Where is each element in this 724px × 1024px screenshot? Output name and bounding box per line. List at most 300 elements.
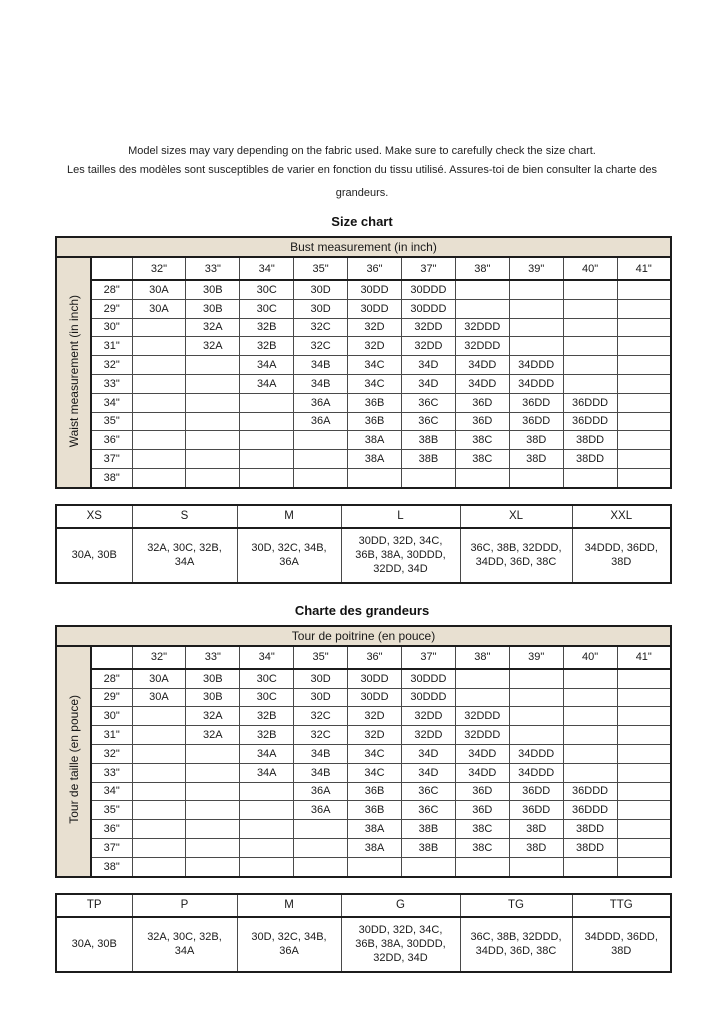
bra-size-cell [186,468,240,487]
bra-size-cell [186,393,240,412]
bra-size-cell: 32DD [401,707,455,726]
bra-size-cell [509,707,563,726]
bra-size-cell: 34A [240,763,294,782]
bra-size-cell: 34B [294,356,348,375]
column-header: 36" [348,257,402,280]
bra-size-cell: 30D [294,280,348,299]
measurement-row [56,744,671,763]
bra-size-cell: 32B [240,726,294,745]
bra-size-cell: 36DDD [563,782,617,801]
bra-size-cell: 38DD [563,450,617,469]
row-label: 31" [91,337,132,356]
bra-size-cell: 38C [455,838,509,857]
bra-size-cell [617,337,671,356]
bra-size-cell: 34DD [455,763,509,782]
measurement-row [56,688,671,707]
bra-size-cell: 36DDD [563,412,617,431]
bra-size-cell [401,468,455,487]
bra-size-cell [132,431,186,450]
column-header: 41" [617,646,671,669]
bra-size-cell [455,468,509,487]
bra-size-cell: 30C [240,688,294,707]
bra-size-cell [617,763,671,782]
column-header-row [56,257,671,280]
bra-size-cell [186,744,240,763]
bra-size-cell [240,393,294,412]
row-label: 30" [91,318,132,337]
bra-size-cell [186,782,240,801]
bra-size-cell: 34A [240,356,294,375]
column-header: 40" [563,257,617,280]
bra-size-cell [240,820,294,839]
bra-size-cell: 34C [348,763,402,782]
waist-measurement-label-cell-fr [56,646,91,877]
row-label: 29" [91,299,132,318]
bra-size-cell [617,744,671,763]
bra-size-cell [186,431,240,450]
bra-size-cell [240,468,294,487]
bra-size-cell: 38A [348,450,402,469]
bra-size-cell: 36D [455,801,509,820]
size-values-cell: 30D, 32C, 34B, 36A [237,528,341,583]
bra-size-cell: 38DD [563,820,617,839]
bra-size-cell [132,412,186,431]
bra-size-cell: 34DDD [509,763,563,782]
bra-size-cell: 36DD [509,801,563,820]
column-header: 34" [240,257,294,280]
bra-size-cell [509,280,563,299]
bra-size-cell [132,820,186,839]
size-values-row [56,917,671,972]
bust-header-row [56,237,671,257]
column-header: 34" [240,646,294,669]
column-header: 41" [617,257,671,280]
intro-text-en: Model sizes may vary depending on the fabric used. Make sure to carefully check the size chart. [128,145,596,157]
intro-text-fr: Les tailles des modèles sont susceptibles de varier en fonction du tissu utilisé. Assures-toi de bien consulter la charte des grandeurs. [66,164,658,199]
bra-size-cell [617,356,671,375]
bra-size-cell: 30A [132,669,186,688]
bra-size-cell: 30DDD [401,669,455,688]
bra-size-cell [563,726,617,745]
bra-size-cell: 30A [132,688,186,707]
row-label: 36" [91,820,132,839]
size-column-header: G [341,894,460,917]
size-column-header: XL [460,505,572,528]
bra-size-cell: 32C [294,707,348,726]
bra-size-cell [563,337,617,356]
row-label: 29" [91,688,132,707]
bra-size-cell [132,763,186,782]
bra-size-cell: 30D [294,688,348,707]
bra-size-cell: 38B [401,450,455,469]
bra-size-cell [509,318,563,337]
bra-size-cell: 34DD [455,374,509,393]
bra-size-cell: 38A [348,838,402,857]
size-values-cell: 36C, 38B, 32DDD, 34DD, 36D, 38C [460,528,572,583]
bra-size-cell [617,820,671,839]
measurement-row [56,299,671,318]
bra-size-cell [563,857,617,876]
bra-size-cell [186,801,240,820]
bra-size-cell [132,468,186,487]
bra-size-cell [186,450,240,469]
bra-size-cell: 32D [348,726,402,745]
bra-size-cell: 30DDD [401,688,455,707]
column-header: 37" [401,257,455,280]
bra-size-cell: 36A [294,393,348,412]
bra-size-cell: 34DDD [509,356,563,375]
bra-size-cell [617,299,671,318]
row-label: 35" [91,801,132,820]
bra-size-cell: 32A [186,726,240,745]
column-header: 33" [186,646,240,669]
bra-size-cell [132,374,186,393]
bra-size-cell [186,838,240,857]
bra-size-cell: 34DD [455,356,509,375]
bra-size-cell [617,669,671,688]
bra-size-cell [617,782,671,801]
row-label: 31" [91,726,132,745]
bra-size-cell [509,299,563,318]
bra-size-cell: 38A [348,431,402,450]
bust-measurement-header-fr: Tour de poitrine (en pouce) [56,626,671,646]
size-column-header: P [132,894,237,917]
bra-size-cell [240,857,294,876]
measurement-row [56,669,671,688]
size-column-header: S [132,505,237,528]
bra-size-cell: 30B [186,299,240,318]
bra-size-cell: 38C [455,450,509,469]
bust-header-row [56,626,671,646]
bra-size-cell: 30DD [348,688,402,707]
waist-measurement-label-fr: Tour de taille (en pouce) [66,695,81,825]
bra-size-cell [563,744,617,763]
bra-size-cell: 32C [294,318,348,337]
measurement-row [56,318,671,337]
bra-size-cell: 32DDD [455,707,509,726]
bra-size-cell: 36B [348,801,402,820]
bra-size-cell [617,450,671,469]
bra-size-cell: 30DD [348,299,402,318]
size-column-header: XXL [572,505,671,528]
bra-size-cell [563,280,617,299]
measurement-row [56,838,671,857]
measurement-row [56,337,671,356]
bra-size-cell: 30D [294,299,348,318]
bra-size-cell [617,431,671,450]
bra-size-cell: 34DDD [509,744,563,763]
column-header-row [56,646,671,669]
bra-size-cell: 32A [186,707,240,726]
waist-measurement-label-cell [56,257,91,488]
column-header: 38" [455,257,509,280]
bra-size-cell: 30C [240,299,294,318]
bra-size-cell [617,688,671,707]
bra-size-cell: 32DDD [455,318,509,337]
bra-size-cell [132,782,186,801]
bra-size-cell [186,412,240,431]
bra-size-cell: 34D [401,374,455,393]
bra-size-cell: 36A [294,782,348,801]
column-header: 39" [509,646,563,669]
bra-size-cell: 32A [186,318,240,337]
bra-size-cell [186,356,240,375]
bra-size-cell [617,838,671,857]
bra-size-cell [294,431,348,450]
bra-size-cell [563,299,617,318]
bra-size-cell: 36B [348,393,402,412]
bra-size-cell [563,468,617,487]
row-label: 28" [91,280,132,299]
bra-size-cell [509,857,563,876]
bra-size-cell: 38DD [563,838,617,857]
bra-size-cell: 32A [186,337,240,356]
column-header: 40" [563,646,617,669]
bra-size-cell [132,726,186,745]
bra-size-cell: 30D [294,669,348,688]
bra-size-cell: 30A [132,299,186,318]
bra-size-cell: 30B [186,280,240,299]
measurement-table-fr [55,625,672,878]
row-label: 35" [91,412,132,431]
bra-size-cell [563,374,617,393]
bra-size-cell: 38DD [563,431,617,450]
bra-size-cell: 32B [240,337,294,356]
bra-size-cell [455,299,509,318]
bra-size-cell [132,744,186,763]
measurement-row [56,726,671,745]
size-values-cell: 32A, 30C, 32B, 34A [132,917,237,972]
size-values-cell: 30D, 32C, 34B, 36A [237,917,341,972]
bra-size-cell: 32DD [401,726,455,745]
measurement-row [56,374,671,393]
bra-size-cell [455,669,509,688]
bra-size-cell [132,801,186,820]
size-values-cell: 30DD, 32D, 34C, 36B, 38A, 30DDD, 32DD, 34D [341,528,460,583]
row-label: 38" [91,468,132,487]
size-column-header: TG [460,894,572,917]
bra-size-cell: 38D [509,820,563,839]
bra-size-cell: 36DDD [563,801,617,820]
size-values-cell: 36C, 38B, 32DDD, 34DD, 36D, 38C [460,917,572,972]
bra-size-cell: 30B [186,688,240,707]
bra-size-cell [294,857,348,876]
measurement-row [56,857,671,876]
row-label: 32" [91,744,132,763]
row-label: 36" [91,431,132,450]
size-header-row [56,894,671,917]
bra-size-cell: 34C [348,744,402,763]
bra-size-cell: 34DD [455,744,509,763]
bra-size-cell [240,801,294,820]
bra-size-cell [563,356,617,375]
bra-size-cell [294,838,348,857]
row-label: 33" [91,763,132,782]
size-column-header: M [237,894,341,917]
measurement-row [56,763,671,782]
row-label: 37" [91,838,132,857]
row-label: 33" [91,374,132,393]
bra-size-cell [617,707,671,726]
bra-size-cell [563,669,617,688]
row-label: 34" [91,782,132,801]
bra-size-cell [240,782,294,801]
bra-size-cell: 36C [401,393,455,412]
size-values-cell: 32A, 30C, 32B, 34A [132,528,237,583]
bra-size-cell: 32B [240,318,294,337]
bra-size-cell [455,280,509,299]
bra-size-cell [132,838,186,857]
bra-size-cell: 34B [294,374,348,393]
bra-size-cell: 38D [509,431,563,450]
bra-size-cell: 30DDD [401,280,455,299]
bra-size-cell: 36DD [509,393,563,412]
bra-size-cell [509,669,563,688]
column-header: 37" [401,646,455,669]
section-size-chart-en [0,214,724,584]
bra-size-cell: 34B [294,763,348,782]
bra-size-cell: 38B [401,431,455,450]
bra-size-cell [348,468,402,487]
bra-size-cell [617,857,671,876]
bra-size-cell [240,412,294,431]
bra-size-cell [617,801,671,820]
measurement-row [56,356,671,375]
bra-size-cell: 38C [455,431,509,450]
bra-size-cell: 34B [294,744,348,763]
bra-size-cell: 34DDD [509,374,563,393]
bra-size-cell [563,763,617,782]
measurement-row [56,280,671,299]
bra-size-cell [509,688,563,707]
bra-size-cell: 36DDD [563,393,617,412]
bra-size-cell: 34A [240,744,294,763]
bra-size-cell [509,337,563,356]
measurement-row [56,393,671,412]
bra-size-cell: 32C [294,726,348,745]
bra-size-cell: 30A [132,280,186,299]
bra-size-cell: 30C [240,280,294,299]
bra-size-cell [563,318,617,337]
bra-size-cell [617,318,671,337]
bra-size-cell [348,857,402,876]
section-title-fr: Charte des grandeurs [294,602,430,618]
bra-size-cell: 30DD [348,669,402,688]
column-header: 32" [132,646,186,669]
bra-size-cell: 36B [348,782,402,801]
bust-measurement-header: Bust measurement (in inch) [56,237,671,257]
size-column-header: TTG [572,894,671,917]
size-values-cell: 30DD, 32D, 34C, 36B, 38A, 30DDD, 32DD, 34D [341,917,460,972]
bra-size-cell: 38A [348,820,402,839]
bra-size-cell: 38B [401,838,455,857]
size-mapping-table-en [55,504,672,584]
bra-size-cell [294,468,348,487]
measurement-row [56,707,671,726]
size-values-cell: 30A, 30B [56,528,132,583]
column-header: 32" [132,257,186,280]
bra-size-cell: 34D [401,744,455,763]
measurement-row [56,431,671,450]
bra-size-cell: 32D [348,337,402,356]
bra-size-cell [132,318,186,337]
row-label: 37" [91,450,132,469]
bra-size-cell [617,374,671,393]
bra-size-cell [509,468,563,487]
bra-size-cell [132,393,186,412]
bra-size-cell: 36A [294,412,348,431]
measurement-row [56,468,671,487]
bra-size-cell: 34D [401,763,455,782]
column-header: 33" [186,257,240,280]
bra-size-cell [186,820,240,839]
bra-size-cell [186,374,240,393]
bra-size-cell [455,857,509,876]
size-column-header: M [237,505,341,528]
bra-size-cell [132,337,186,356]
bra-size-cell [617,468,671,487]
bra-size-cell: 36D [455,393,509,412]
intro-block [0,0,724,205]
waist-measurement-label: Waist measurement (in inch) [66,294,81,448]
bra-size-cell [294,450,348,469]
size-values-cell: 34DDD, 36DD, 38D [572,917,671,972]
bra-size-cell: 32D [348,318,402,337]
size-values-cell: 30A, 30B [56,917,132,972]
bra-size-cell: 38C [455,820,509,839]
size-values-cell: 34DDD, 36DD, 38D [572,528,671,583]
row-label: 32" [91,356,132,375]
bra-size-cell [401,857,455,876]
size-column-header: TP [56,894,132,917]
bra-size-cell [617,412,671,431]
bra-size-cell: 36DD [509,412,563,431]
measurement-row [56,820,671,839]
bra-size-cell [132,707,186,726]
bra-size-cell: 30C [240,669,294,688]
row-label: 34" [91,393,132,412]
bra-size-cell: 36C [401,412,455,431]
corner-cell [91,646,132,669]
row-label: 28" [91,669,132,688]
row-label: 30" [91,707,132,726]
bra-size-cell: 36DD [509,782,563,801]
bra-size-cell [455,688,509,707]
bra-size-cell [563,707,617,726]
column-header: 39" [509,257,563,280]
size-header-row [56,505,671,528]
bra-size-cell: 38B [401,820,455,839]
bra-size-cell [240,838,294,857]
bra-size-cell: 36D [455,412,509,431]
bra-size-cell: 34C [348,374,402,393]
column-header: 35" [294,646,348,669]
size-values-row [56,528,671,583]
bra-size-cell: 32D [348,707,402,726]
bra-size-cell: 36A [294,801,348,820]
bra-size-cell: 36C [401,782,455,801]
bra-size-cell [240,431,294,450]
measurement-table-en [55,236,672,489]
measurement-row [56,782,671,801]
size-column-header: XS [56,505,132,528]
row-label: 38" [91,857,132,876]
bra-size-cell [132,356,186,375]
bra-size-cell [617,393,671,412]
section-size-chart-fr [0,603,724,973]
bra-size-cell [132,450,186,469]
bra-size-cell: 36C [401,801,455,820]
